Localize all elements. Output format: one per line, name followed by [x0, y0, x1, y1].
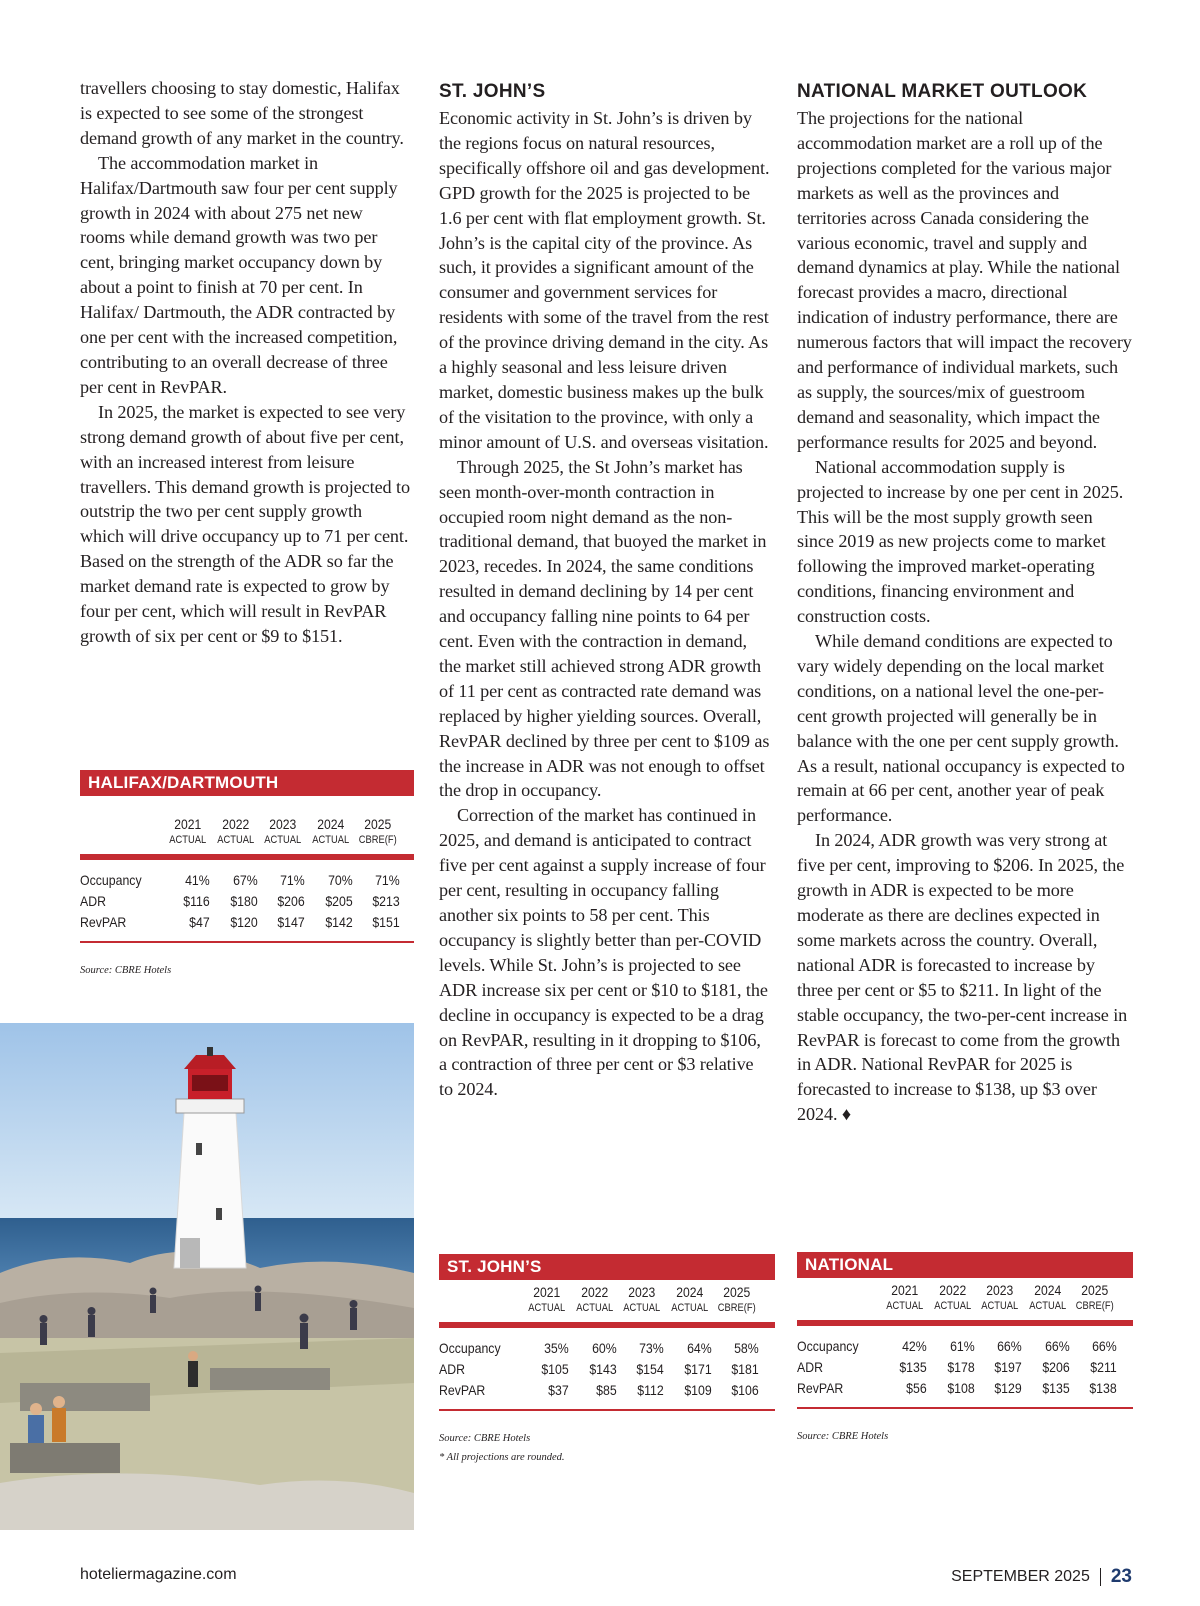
st-johns-table — [439, 1254, 775, 1463]
table-row: Occupancy 35% 60% 73% 64% 58% — [439, 1340, 759, 1356]
halifax-dartmouth-table — [80, 770, 414, 976]
section-heading: ST. JOHN’S — [439, 81, 546, 102]
year-header: 2023 ACTUAL — [264, 817, 302, 846]
paragraph: While demand conditions are expected to vary widely depending on the local market conditions, on a national level the one-per-cent growth projected will generally be in balance with the one per cent supply growth. As a result, national occupancy is expected to remain at 66 per cent, another year of peak performance. — [797, 631, 1125, 826]
col1-text — [80, 76, 410, 649]
page-number: 23 — [1110, 1566, 1132, 1587]
year-header: 2023 ACTUAL — [623, 1285, 661, 1314]
table-title: ST. JOHN’S — [439, 1254, 775, 1280]
column-3 — [797, 76, 1133, 1127]
table-header — [797, 1282, 1133, 1314]
table-divider — [797, 1320, 1133, 1326]
national-table — [797, 1252, 1133, 1442]
table-bottom-rule — [439, 1409, 775, 1411]
issue-date: SEPTEMBER 2025 — [951, 1568, 1090, 1585]
table-bottom-rule — [797, 1407, 1133, 1409]
paragraph: In 2025, the market is expected to see very strong demand growth of about five per cent, with an increased interest from leisure travellers. This demand growth is projected to outstrip the two per cent supply growth which will drive occupancy up to 71 per cent. Based on the strength of the ADR so far the market demand rate is expected to grow by four per cent, which will result in RevPAR growth of six per cent or $9 to $151. — [80, 401, 410, 646]
year-header: 2021 ACTUAL — [528, 1285, 566, 1314]
year-header: 2021 ACTUAL — [169, 817, 207, 846]
column-2 — [439, 76, 771, 1102]
lighthouse-illustration — [0, 1023, 414, 1530]
footer-website[interactable]: hoteliermagazine.com — [80, 1566, 237, 1583]
year-header: 2022 ACTUAL — [575, 1285, 613, 1314]
table-header — [439, 1284, 775, 1316]
section-heading: NATIONAL MARKET OUTLOOK — [797, 81, 1088, 102]
table-row: ADR $105 $143 $154 $171 $181 — [439, 1361, 759, 1377]
paragraph: The accommodation market in Halifax/Dartmouth saw four per cent supply growth in 2024 with about 275 net new rooms while demand growth was two per cent, bringing market occupancy down by about a point to finish at 70 per cent. In Halifax/ Dartmouth, the ADR contracted by one per cent with the increased competition, contributing to an overall decrease of three per cent in RevPAR. — [80, 152, 398, 397]
year-header: 2025 CBRE(F) — [1075, 1283, 1114, 1312]
table-row: RevPAR $47 $120 $147 $142 $151 — [80, 914, 400, 930]
table-title: HALIFAX/DARTMOUTH — [80, 770, 414, 796]
year-header: 2024 ACTUAL — [311, 817, 349, 846]
table-source: Source: CBRE Hotels — [797, 1431, 889, 1442]
footer-issue — [951, 1566, 1132, 1588]
year-header: 2021 ACTUAL — [886, 1283, 924, 1312]
paragraph: Correction of the market has continued in 2025, and demand is anticipated to contract five per cent against a supply increase of four per cent, resulting in occupancy falling another six points to 58 per cent. This occupancy is slightly better than per-COVID levels. While St. John’s is projected to see ADR increase six per cent or $10 to $181, the decline in occupancy is expected to be a drag on RevPAR, resulting in it dropping to $106, a contraction of three per cent or $3 relative to 2024. — [439, 805, 768, 1100]
table-row: Occupancy 41% 67% 71% 70% 71% — [80, 872, 400, 888]
table-source: Source: CBRE Hotels — [439, 1433, 531, 1444]
year-header: 2023 ACTUAL — [981, 1283, 1019, 1312]
table-row: RevPAR $56 $108 $129 $135 $138 — [797, 1380, 1117, 1396]
table-row: Occupancy 42% 61% 66% 66% 66% — [797, 1338, 1117, 1354]
table-row: ADR $116 $180 $206 $205 $213 — [80, 893, 400, 909]
table-bottom-rule — [80, 941, 414, 943]
lighthouse-photo — [0, 1023, 414, 1530]
year-header: 2025 CBRE(F) — [358, 817, 397, 846]
table-row: RevPAR $37 $85 $112 $109 $106 — [439, 1382, 759, 1398]
year-header: 2024 ACTUAL — [670, 1285, 708, 1314]
table-divider — [439, 1322, 775, 1328]
table-header — [80, 816, 414, 848]
year-header: 2025 CBRE(F) — [717, 1285, 756, 1314]
year-header: 2022 ACTUAL — [933, 1283, 971, 1312]
table-note: * All projections are rounded. — [439, 1452, 565, 1463]
table-title: NATIONAL — [797, 1252, 1133, 1278]
table-source: Source: CBRE Hotels — [80, 965, 172, 976]
paragraph: National accommodation supply is projected to increase by one per cent in 2025. This will be the most supply growth seen since 2019 as new projects come to market following the improved market-operating conditions, financing environment and construction costs. — [797, 456, 1124, 627]
paragraph: Economic activity in St. John’s is driven by the regions focus on natural resources, specifically offshore oil and gas development. GPD growth for the 2025 is projected to be 1.6 per cent with flat employment growth. St. John’s is the capital city of the province. As such, it provides a significant amount of the consumer and government services for residents with some of the travel from the rest of the province driving demand in the city. As a highly seasonal and less leisure driven market, domestic business makes up the bulk of the visitation to the province, with only a minor amount of U.S. and overseas visitation. — [439, 108, 770, 452]
year-header: 2022 ACTUAL — [216, 817, 254, 846]
table-row: ADR $135 $178 $197 $206 $211 — [797, 1359, 1117, 1375]
paragraph: The projections for the national accommodation market are a roll up of the projections completed for the various major markets as well as the provinces and territories across Canada considering the various economic, travel and supply and demand dynamics at play. While the national forecast provides a macro, directional indication of industry performance, there are numerous factors that will impact the recovery and performance of individual markets, such as supply, the sources/mix of guestroom demand and seasonality, which impact the performance results for 2025 and beyond. — [797, 108, 1132, 452]
column-1 — [80, 76, 410, 649]
table-divider — [80, 854, 414, 860]
paragraph: travellers choosing to stay domestic, Halifax is expected to see some of the strongest demand growth of any market in the country. — [80, 78, 404, 148]
footer-divider — [1100, 1568, 1101, 1586]
paragraph: Through 2025, the St John’s market has seen month-over-month contraction in occupied room night demand as the non-traditional demand, that buoyed the market in 2023, recedes. In 2024, the same conditions resulted in demand declining by 14 per cent and occupancy falling nine points to 64 per cent. Even with the contraction in demand, the market still achieved strong ADR growth of 11 per cent as contracted rate demand was replaced by higher yielding sources. Overall, RevPAR declined by three per cent to $109 as the increase in ADR was not enough to offset the drop in occupancy. — [439, 456, 770, 801]
year-header: 2024 ACTUAL — [1028, 1283, 1066, 1312]
paragraph: In 2024, ADR growth was very strong at five per cent, improving to $206. In 2025, the growth in ADR is expected to be more moderate as there are declines expected in some markets across the country. Overall, national ADR is forecasted to increase by three per cent or $5 to $211. In light of the stable occupancy, the two-per-cent increase in RevPAR is forecast to come from the growth in ADR. National RevPAR for 2025 is forecasted to increase to $138, up $3 over 2024. ♦ — [797, 830, 1128, 1125]
